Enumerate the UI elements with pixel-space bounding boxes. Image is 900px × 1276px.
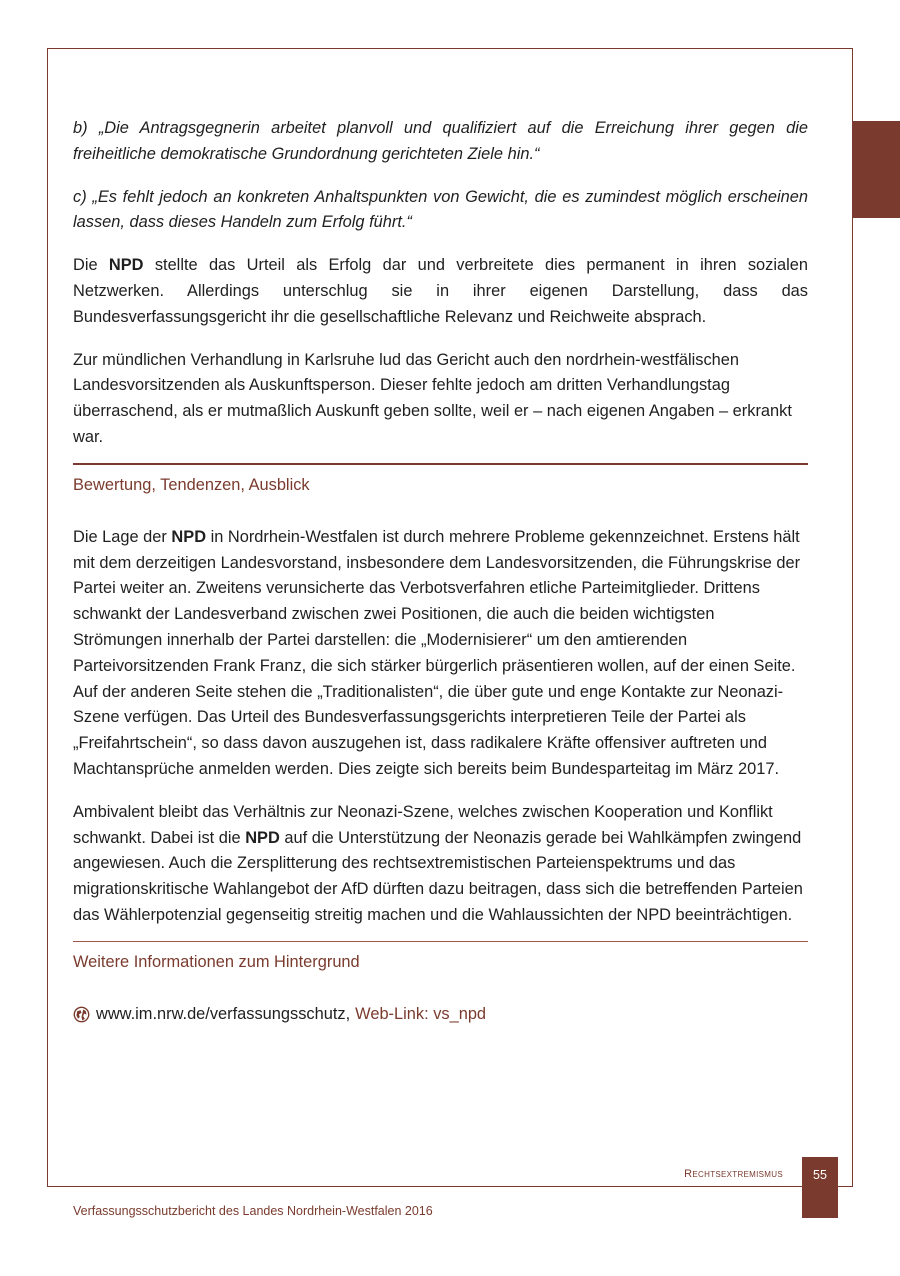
globe-icon: [73, 1006, 90, 1023]
section-heading-assessment: Bewertung, Tendenzen, Ausblick: [73, 475, 310, 494]
page-number: 55: [802, 1157, 838, 1218]
chapter-side-tab: [853, 121, 900, 218]
paragraph-text: Die: [73, 256, 109, 275]
paragraph-text: Die Lage der: [73, 527, 172, 546]
main-content: [73, 116, 808, 1028]
paragraph-assessment-1: [73, 525, 808, 783]
section-divider: [73, 463, 808, 465]
paragraph-text: stellte das Urteil als Erfolg dar und verbreitete dies permanent in ihren sozialen Netzwerken. Allerdings unterschlug sie in ihrer eigenen Darstellung, dass das Bundesverfassungsgericht ihr die gesellschaftliche Relevanz und Reichweite absprach.: [73, 256, 808, 326]
url-text[interactable]: www.im.nrw.de/verfassungsschutz,: [96, 1004, 351, 1023]
footer-section-label: Rechtsextremismus: [684, 1168, 783, 1180]
paragraph-text: auf die Unterstützung der Neonazis gerade bei Wahlkämpfen zwingend angewiesen. Auch die Zersplitterung des rechtsextremistischen Parteienspektrums und das migrationskritische Wahlangebot der AfD dürften dazu beitragen, dass sich die betreffenden Parteien das Wählerpotenzial gegenseitig streitig machen und die Wahlaussichten der NPD beeinträchtigen.: [73, 828, 803, 924]
web-link-line: [73, 1002, 808, 1028]
quote-c: c) „Es fehlt jedoch an konkreten Anhaltspunkten von Gewicht, die es zumindest möglich erscheinen lassen, dass dieses Handeln zum Erfolg führt.“: [73, 187, 808, 232]
npd-bold: NPD: [245, 828, 280, 847]
paragraph-assessment-2: [73, 800, 808, 929]
npd-bold: NPD: [171, 527, 207, 546]
paragraph-npd-success: [73, 253, 808, 330]
web-link[interactable]: Web-Link: vs_npd: [355, 1004, 487, 1023]
section-divider: [73, 941, 808, 942]
npd-bold: NPD: [108, 256, 144, 275]
footer-report-title: Verfassungsschutzbericht des Landes Nordrhein-Westfalen 2016: [73, 1204, 433, 1218]
quote-b: b) „Die Antragsgegnerin arbeitet planvoll und qualifiziert auf die Erreichung ihrer gegen die freiheitliche demokratische Grundordnung gerichteten Ziele hin.“: [73, 119, 808, 163]
paragraph-hearing: Zur mündlichen Verhandlung in Karlsruhe lud das Gericht auch den nordrhein-westfälischen Landesvorsitzenden als Auskunftsperson. Dieser fehlte jedoch am dritten Verhandlungstag überraschend, als er mutmaßlich Auskunft geben sollte, weil er – nach eigenen Angaben – erkrankt war.: [73, 350, 792, 446]
paragraph-text: in Nordrhein-Westfalen ist durch mehrere Probleme gekennzeichnet. Erstens hält mit dem derzeitigen Landesvorstand, insbesondere dem Landesvorsitzenden, die Führungskrise der Partei weiter an. Zweitens verunsicherte das Verbotsverfahren etliche Parteimitglieder. Drittens schwankt der Landesverband zwischen zwei Positionen, die auch die beiden wichtigsten Strömungen innerhalb der Partei darstellen: die „Modernisierer“ um den amtierenden Parteivorsitzenden Frank Franz, die sich stärker bürgerlich präsentieren wollen, auf der einen Seite. Auf der anderen Seite stehen die „Traditionalisten“, die über gute und enge Kontakte zur Neonazi-Szene verfügen. Das Urteil des Bundesverfassungsgerichts interpretieren Teile der Partei als „Freifahrtschein“, so dass davon auszugehen ist, dass radikalere Kräfte offensiver auftreten und Machtansprüche anmelden werden. Dies zeigte sich bereits beim Bundesparteitag im März 2017.: [73, 527, 801, 778]
paragraph-text: Ambivalent bleibt das Verhältnis zur Neonazi-Szene, welches zwischen Kooperation und Konflikt schwankt. Dabei ist die: [73, 802, 773, 847]
section-heading-more-info: Weitere Informationen zum Hintergrund: [73, 952, 360, 971]
